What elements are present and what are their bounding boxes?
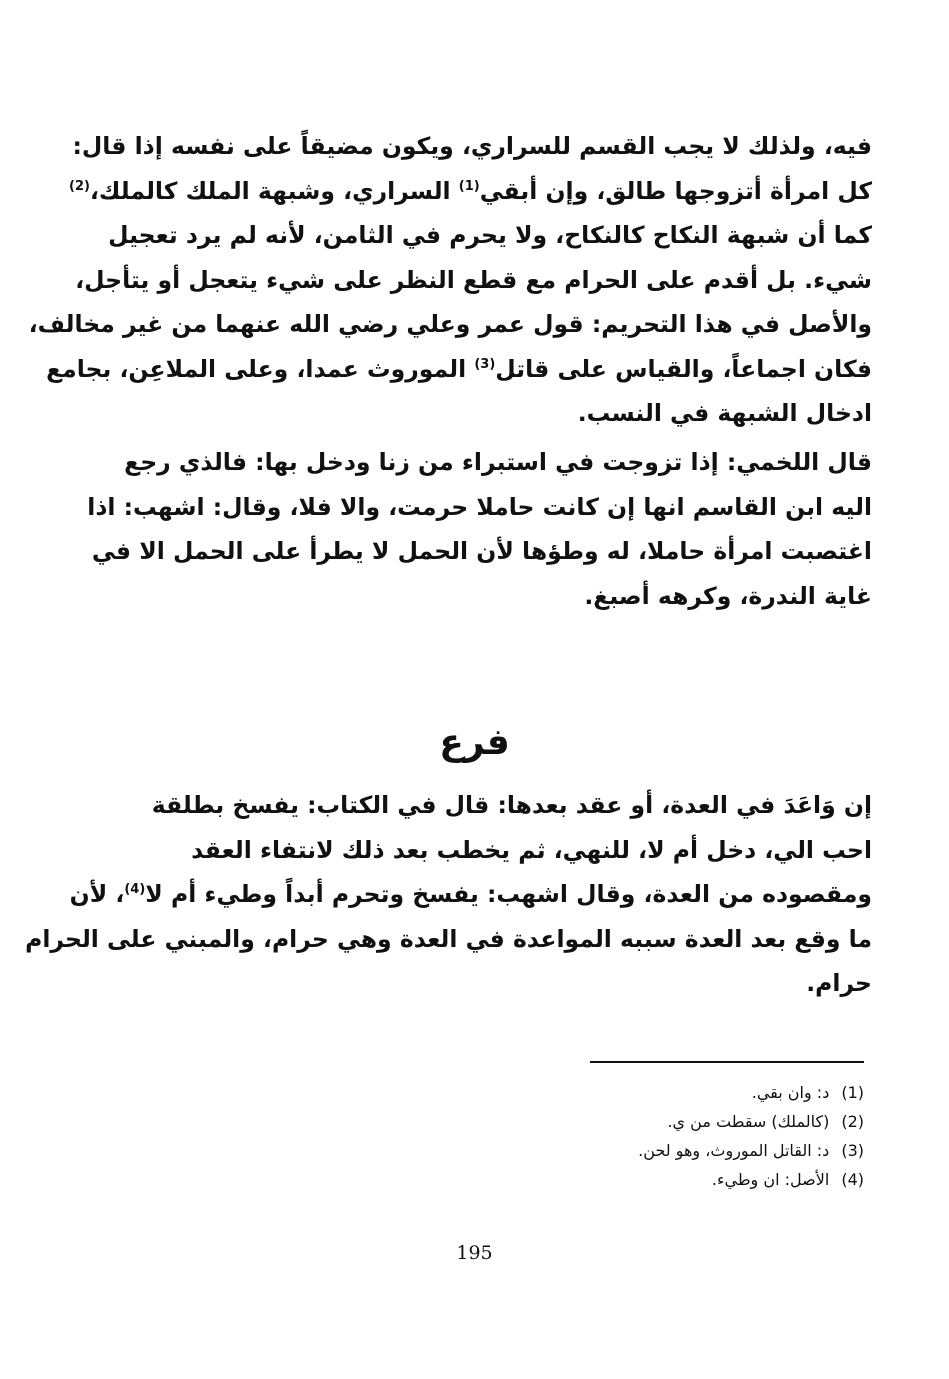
footnote-number: (3) bbox=[841, 1141, 864, 1160]
footnote-mark-1: (1) bbox=[458, 178, 480, 194]
paragraph-1-line-6 bbox=[46, 347, 872, 392]
paragraph-3-line-5: حرام. bbox=[806, 969, 872, 997]
page-number: 195 bbox=[456, 1242, 493, 1264]
paragraph-1 bbox=[28, 124, 872, 436]
paragraph-2-line-4: غاية الندرة، وكرهه أصبغ. bbox=[584, 581, 872, 610]
footnote-3 bbox=[500, 1136, 864, 1165]
footnote-2 bbox=[500, 1107, 864, 1136]
footnote-mark-4: (4) bbox=[124, 882, 146, 898]
paragraph-2-line-3: اغتصبت امرأة حاملا، له وطؤها لأن الحمل لا يطرأ على الحمل الا في bbox=[91, 537, 872, 565]
footnote-text: د: القاتل الموروث، وهو لحن. bbox=[638, 1141, 830, 1160]
footnote-text: الأصل: ان وطيء. bbox=[711, 1170, 830, 1189]
paragraph-1-line-5: والأصل في هذا التحريم: قول عمر وعلي رضي الله عنهما من غير مخالف، bbox=[28, 310, 872, 338]
paragraph-1-line-6-part-1: فكان اجماعاً، والقياس على قاتل bbox=[495, 354, 872, 383]
footnote-divider bbox=[590, 1061, 864, 1063]
footnote-text: (كالملك) سقطت من ي. bbox=[667, 1112, 830, 1131]
paragraph-3-line-3-part-1: ومقصوده من العدة، وقال اشهب: يفسخ وتحرم أبداً وطيء أم لا bbox=[145, 880, 872, 908]
paragraph-3-line-3-part-2: ، لأن bbox=[69, 880, 125, 908]
footnote-number: (1) bbox=[841, 1083, 864, 1102]
footnote-4 bbox=[500, 1165, 864, 1194]
paragraph-1-line-2-part-2: السراري، وشبهة الملك كالملك، bbox=[89, 176, 459, 205]
footnote-number: (4) bbox=[841, 1170, 864, 1189]
paragraph-1-line-1: فيه، ولذلك لا يجب القسم للسراري، ويكون مضيقاً على نفسه إذا قال: bbox=[72, 132, 872, 160]
paragraph-2-line-1: قال اللخمي: إذا تزوجت في استبراء من زنا ودخل بها: فالذي رجع bbox=[124, 448, 872, 476]
paragraph-3-line-4: ما وقع بعد العدة سببه المواعدة في العدة وهي حرام، والمبني على الحرام bbox=[25, 924, 872, 953]
footnotes bbox=[500, 1078, 864, 1194]
paragraph-3-line-2: احب الي، دخل أم لا، للنهي، ثم يخطب بعد ذلك لانتفاء العقد bbox=[191, 835, 872, 864]
paragraph-1-line-6-part-2: الموروث عمدا، وعلى الملاعِن، بجامع bbox=[46, 354, 475, 383]
footnote-mark-3: (3) bbox=[474, 356, 496, 372]
paragraph-1-line-3: كما أن شبهة النكاح كالنكاح، ولا يحرم في الثامن، لأنه لم يرد تعجيل bbox=[108, 221, 872, 249]
footnote-1 bbox=[500, 1078, 864, 1107]
paragraph-2-line-2: اليه ابن القاسم انها إن كانت حاملا حرمت، والا فلا، وقال: اشهب: اذا bbox=[87, 492, 872, 521]
paragraph-1-line-7: ادخال الشبهة في النسب. bbox=[577, 399, 872, 427]
paragraph-1-line-2-part-1: كل امرأة أتزوجها طالق، وإن أبقي bbox=[479, 176, 872, 205]
footnote-mark-2: (2) bbox=[68, 178, 90, 194]
paragraph-3 bbox=[25, 783, 872, 1006]
paragraph-1-line-2 bbox=[68, 169, 872, 214]
footnote-text: د: وان بقي. bbox=[751, 1083, 830, 1102]
paragraph-2 bbox=[87, 440, 872, 618]
footnote-number: (2) bbox=[841, 1112, 864, 1131]
section-heading: فرع bbox=[439, 722, 510, 763]
paragraph-3-line-1: إن وَاعَدَ في العدة، أو عقد بعدها: قال في الكتاب: يفسخ بطلقة bbox=[151, 791, 872, 819]
paragraph-3-line-3 bbox=[69, 872, 872, 917]
paragraph-1-line-4: شيء. بل أقدم على الحرام مع قطع النظر على شيء يتعجل أو يتأجل، bbox=[75, 265, 872, 294]
